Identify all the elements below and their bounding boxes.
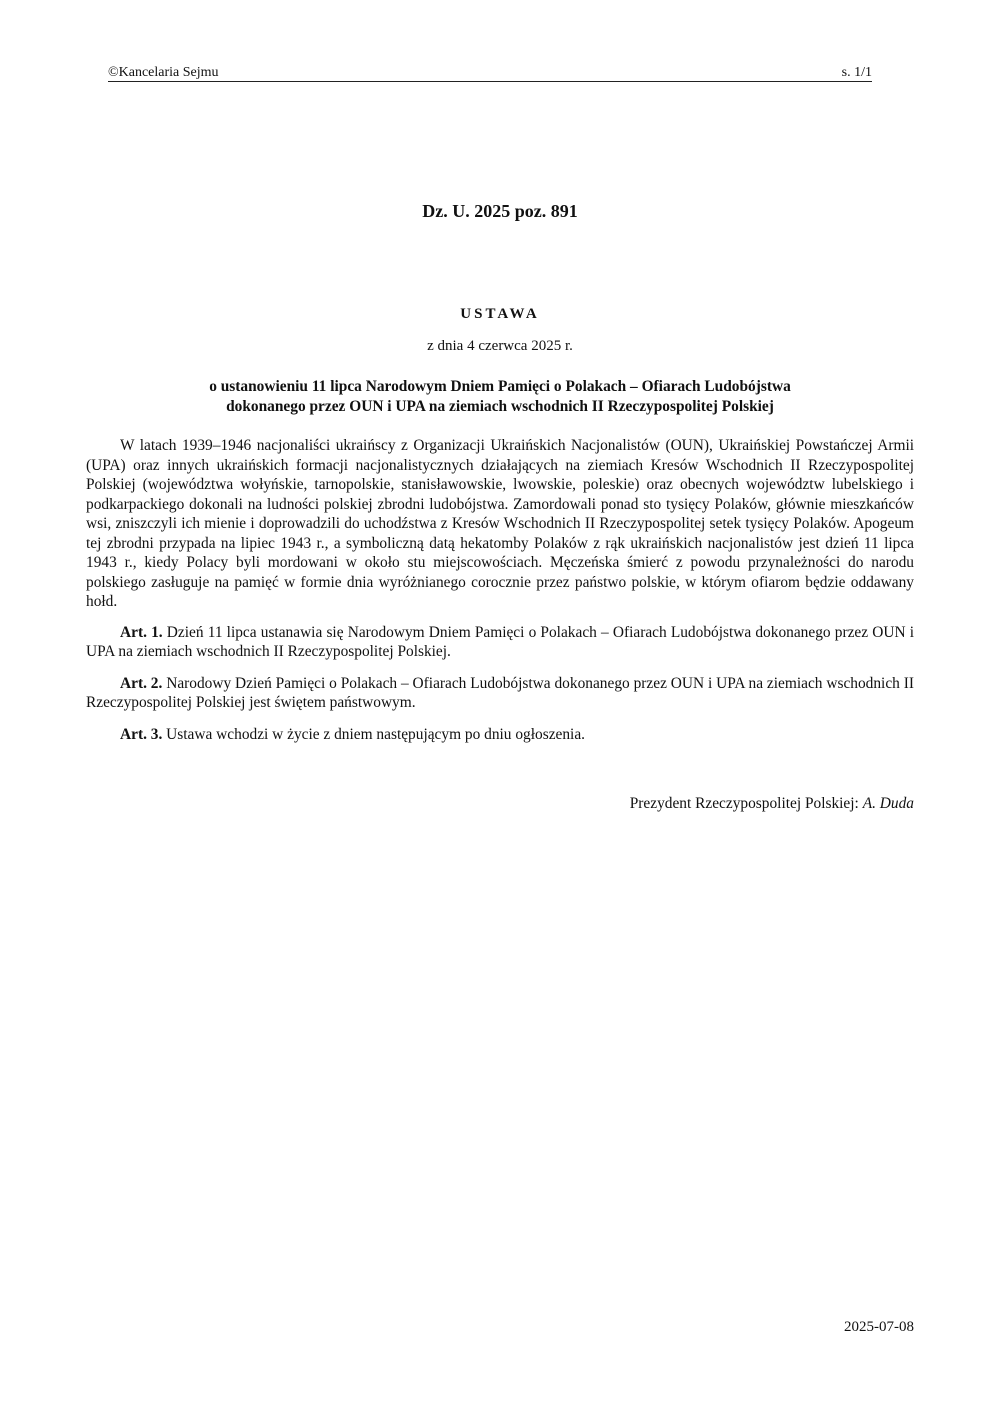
document-body	[86, 436, 914, 756]
article-2-text: Narodowy Dzień Pamięci o Polakach – Ofiarach Ludobójstwa dokonanego przez OUN i UPA na ziemiach wschodnich II Rzeczypospolitej Polskiej jest świętem państwowym.	[86, 674, 914, 711]
document-title: USTAWA	[460, 306, 540, 322]
document-date: z dnia 4 czerwca 2025 r.	[427, 338, 573, 354]
subject-line-2: dokonanego przez OUN i UPA na ziemiach wschodnich II Rzeczypospolitej Polskiej	[226, 398, 774, 415]
article-2-label: Art. 2.	[120, 674, 163, 692]
page-header	[108, 64, 872, 82]
article-3-text: Ustawa wchodzi w życie z dniem następującym po dniu ogłoszenia.	[166, 725, 586, 743]
subject-line-1: o ustanowieniu 11 lipca Narodowym Dniem Pamięci o Polakach – Ofiarach Ludobójstwa	[209, 378, 791, 395]
article-2	[86, 674, 914, 713]
signature-prefix: Prezydent Rzeczypospolitej Polskiej:	[629, 795, 859, 812]
page-number: s. 1/1	[841, 65, 872, 80]
publisher-label: ©Kancelaria Sejmu	[108, 65, 219, 80]
signature-name: A. Duda	[862, 795, 914, 812]
footer-date: 2025-07-08	[844, 1319, 914, 1335]
article-1	[86, 623, 914, 662]
article-3-label: Art. 3.	[120, 725, 163, 743]
preamble-paragraph: W latach 1939–1946 nacjonaliści ukraińscy z Organizacji Ukraińskich Nacjonalistów (OUN), Ukraińskiej Powstańczej Armii (UPA) oraz innych ukraińskich formacji nacjonalistycznych działających na ziemiach Kresów Wschodnich II Rzeczypospolitej Polskiej (województwa wołyńskie, tarnopolskie, stanisławowskie, lwowskie, poleskie) oraz obecnych województw lubelskiego i podkarpackiego dokonali na ludności polskiej zbrodni ludobójstwa. Zamordowali ponad sto tysięcy Polaków, głównie mieszkańców wsi, zniszczyli ich mienie i doprowadzili do uchodźstwa z Kresów Wschodnich II Rzeczypospolitej setek tysięcy Polaków. Apogeum tej zbrodni przypada na lipiec 1943 r., a symboliczną datą hekatomby Polaków z rąk ukraińskich nacjonalistów jest dzień 11 lipca 1943 r., kiedy Polacy byli mordowani w około stu miejscowościach. Męczeńska śmierć z powodu przynależności do narodu polskiego zasługuje na pamięć w formie dnia wyróżnianego corocznie przez państwo polskie, w którym ofiarom będzie oddawany hołd.	[86, 437, 914, 610]
article-1-label: Art. 1.	[120, 623, 163, 641]
article-3	[86, 725, 914, 745]
signature-block	[630, 795, 914, 813]
journal-reference: Dz. U. 2025 poz. 891	[422, 201, 578, 221]
article-1-text: Dzień 11 lipca ustanawia się Narodowym Dniem Pamięci o Polakach – Ofiarach Ludobójstwa dokonanego przez OUN i UPA na ziemiach wschodnich II Rzeczypospolitej Polskiej.	[86, 623, 914, 660]
document-subject	[140, 377, 860, 417]
